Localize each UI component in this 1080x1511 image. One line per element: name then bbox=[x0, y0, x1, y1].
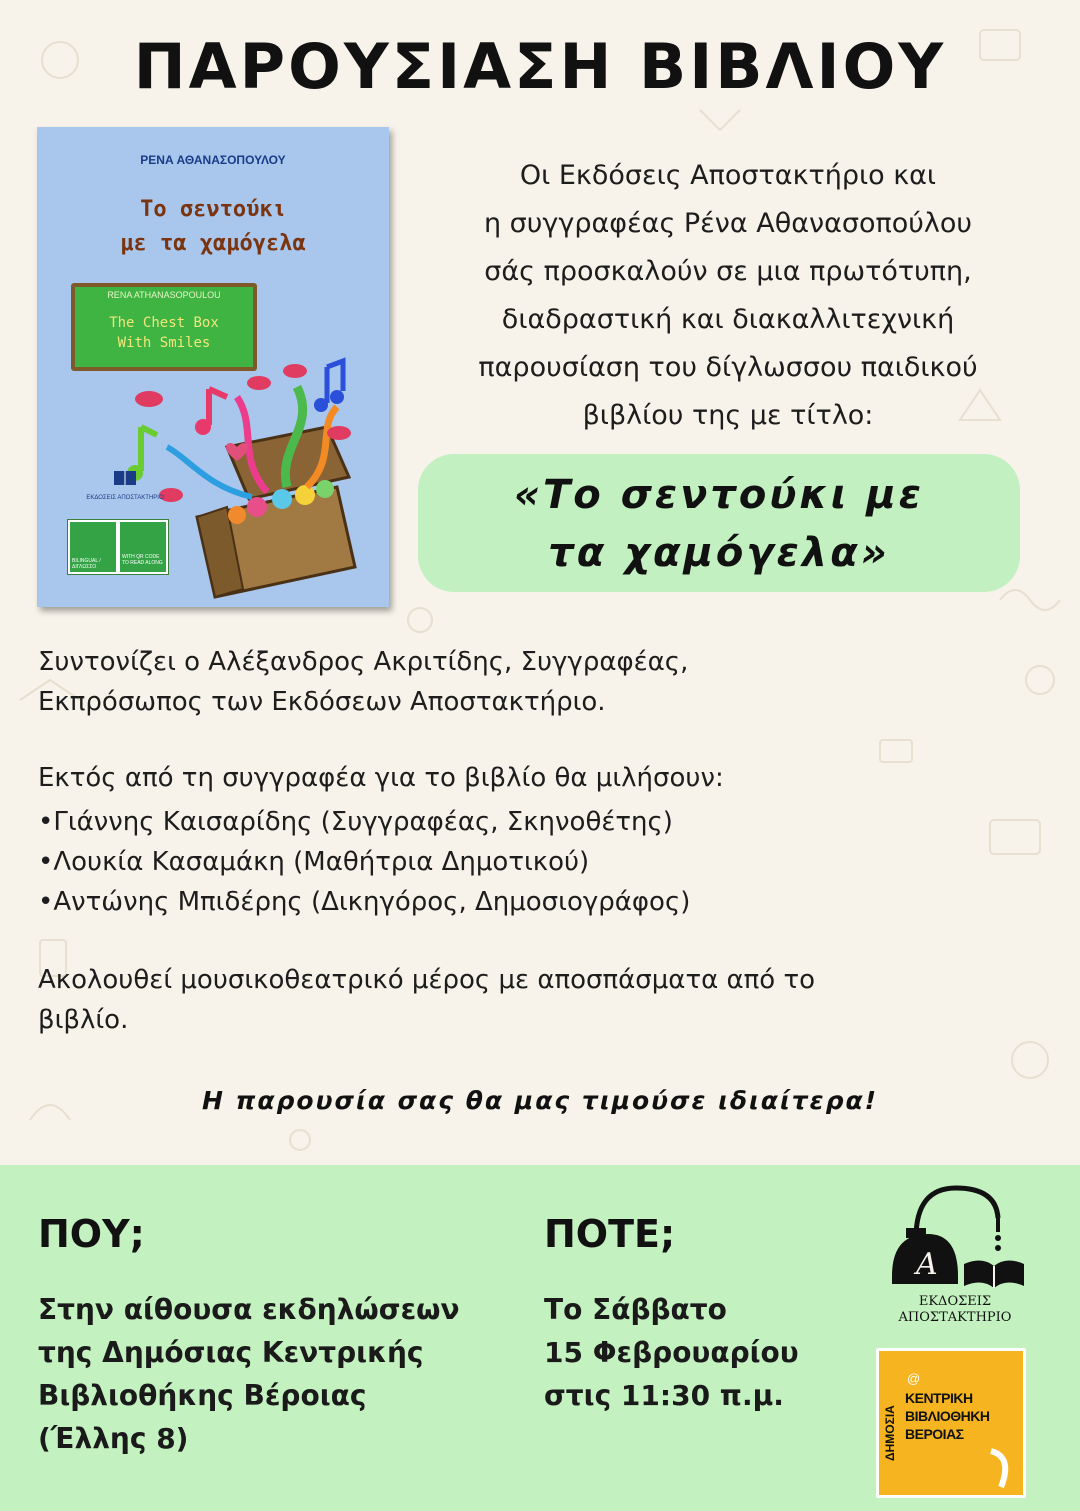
library-logo: @ ΔΗΜΟΣΙΑ ΚΕΝΤΡΙΚΗ ΒΙΒΛΙΟΘΗΚΗ ΒΕΡΟΙΑΣ bbox=[876, 1348, 1026, 1498]
cover-bilingual-band: BILINGUAL / ΔΙΓΛΩΣΣΟ WITH QR CODE TO READ ALONG bbox=[67, 519, 169, 575]
cover-author: ΡΕΝΑ ΑΘΑΝΑΣΟΠΟΥΛΟΥ bbox=[140, 153, 286, 167]
svg-text:A: A bbox=[916, 1247, 938, 1282]
list-item: •Λουκία Κασαμάκη (Μαθήτρια Δημοτικού) bbox=[38, 847, 590, 877]
when-details: Το Σάββατο 15 Φεβρουαρίου στις 11:30 π.μ. bbox=[544, 1293, 799, 1412]
where-heading: ΠΟΥ; bbox=[38, 1212, 145, 1256]
cover-publisher-logo: ΕΚΔΟΣΕΙΣ ΑΠΟΣΤΑΚΤΗΡΙΟ bbox=[85, 467, 165, 501]
followup-text: Ακολουθεί μουσικοθεατρικό μέρος με αποσπάσματα από το βιβλίο. bbox=[38, 965, 816, 1035]
library-mark-icon bbox=[987, 1447, 1017, 1491]
cover-title: Το σεντούκι με τα χαμόγελα bbox=[120, 197, 306, 256]
where-details: Στην αίθουσα εκδηλώσεων της Δημόσιας Κεντρικής Βιβλιοθήκης Βέροιας (Έλλης 8) bbox=[38, 1293, 460, 1455]
closing-text: Η παρουσία σας θα μας τιμούσε ιδιαίτερα! bbox=[201, 1086, 879, 1115]
list-item: •Αντώνης Μπιδέρης (Δικηγόρος, Δημοσιογράφος) bbox=[38, 887, 691, 917]
intro-text: Οι Εκδόσεις Αποστακτήριο και η συγγραφέας Ρένα Αθανασοπούλου σάς προσκαλούν σε μια πρωτότυπη, διαδραστική και διακαλλιτεχνική παρουσίαση του δίγλωσσου παιδικού βιβλίου της με τίτλο: bbox=[478, 160, 978, 431]
book-cover bbox=[37, 127, 389, 607]
book-title: «Το σεντούκι με τα χαμόγελα» bbox=[514, 472, 924, 576]
cover-publisher-icon bbox=[110, 467, 140, 489]
speakers-list bbox=[38, 758, 1048, 922]
cover-en-author: RENA ATHANASOPOULOU bbox=[107, 290, 221, 300]
page-title: ΠΑΡΟΥΣΙΑΣΗ ΒΙΒΛΙΟΥ bbox=[133, 30, 947, 103]
publisher-name: ΕΚΔΟΣΕΙΣ ΑΠΟΣΤΑΚΤΗΡΙΟ bbox=[898, 1294, 1012, 1325]
book-title-box bbox=[418, 454, 1020, 592]
speakers-intro: Εκτός από τη συγγραφέα για το βιβλίο θα μιλήσουν: bbox=[38, 763, 724, 793]
cover-en-title: The Chest Box With Smiles bbox=[109, 315, 219, 351]
when-heading: ΠΟΤΕ; bbox=[544, 1212, 676, 1256]
coordinator-text: Συντονίζει ο Αλέξανδρος Ακριτίδης, Συγγραφέας, Εκπρόσωπος των Εκδόσεων Αποστακτήριο. bbox=[38, 647, 689, 717]
list-item: •Γιάννης Καισαρίδης (Συγγραφέας, Σκηνοθέτης) bbox=[38, 807, 673, 837]
